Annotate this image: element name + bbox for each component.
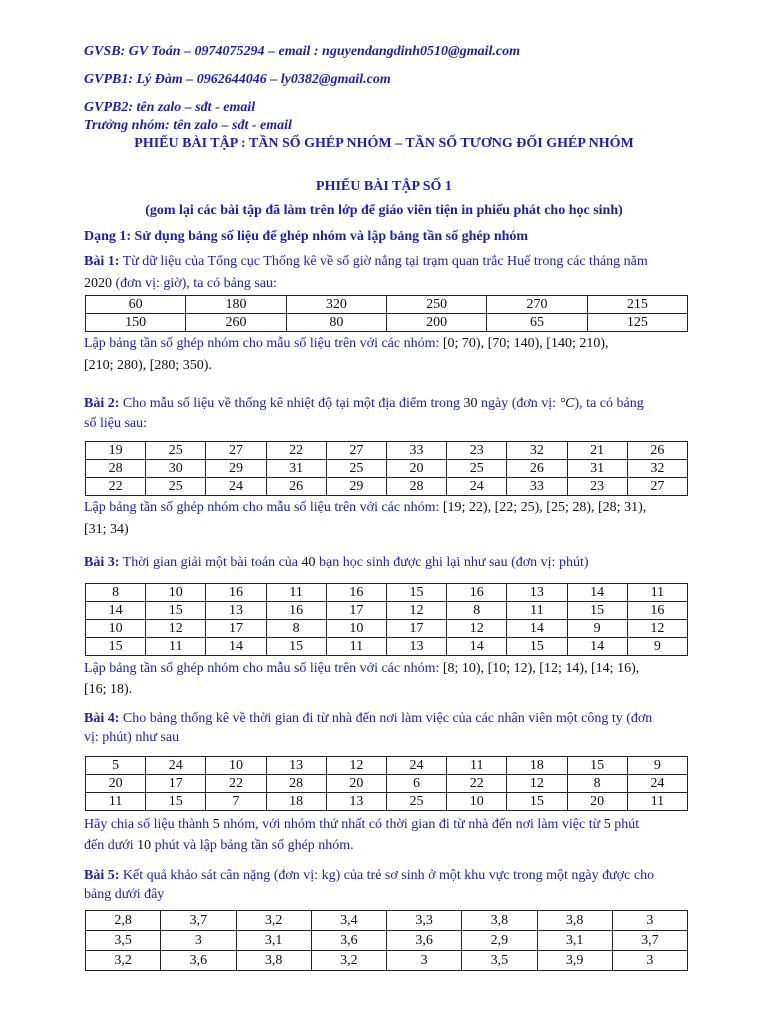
table-cell: 24	[146, 757, 206, 775]
table-cell: 7	[206, 793, 266, 811]
table-cell: 20	[386, 460, 446, 478]
table-cell: 12	[627, 620, 687, 638]
bai4-task	[84, 815, 724, 835]
table-cell: 15	[86, 638, 146, 656]
table-cell: 19	[86, 442, 146, 460]
table-cell: 3	[612, 951, 687, 971]
bai4-k: 5	[212, 817, 220, 832]
table-cell: 14	[567, 638, 627, 656]
table-cell: 32	[627, 460, 687, 478]
table-row	[86, 757, 688, 775]
bai1-table	[85, 295, 688, 332]
bai2-days: 30	[463, 396, 478, 411]
table-cell: 3,1	[236, 931, 311, 951]
sheet-title: PHIẾU BÀI TẬP SỐ 1	[316, 179, 452, 194]
bai2-groups-line2	[84, 520, 724, 540]
bai1-groups-a: [0; 70), [70; 140), [140; 210),	[442, 336, 609, 351]
bai2-table	[85, 441, 688, 496]
table-cell: 3,2	[86, 951, 161, 971]
bai4-task-line2	[84, 836, 724, 856]
table-cell: 2,9	[462, 931, 537, 951]
table-cell: 11	[266, 584, 326, 602]
table-cell: 22	[206, 775, 266, 793]
bai4-text-a: Cho bảng thống kê về thời gian đi từ nhà đến nơi làm việc của các nhân viên một công ty (đơn	[122, 711, 653, 726]
table-cell: 15	[386, 584, 446, 602]
bai1-year: 2020	[84, 276, 112, 291]
table-row	[86, 296, 688, 314]
table-cell: 20	[567, 793, 627, 811]
bai3-text-b: bạn học sinh được ghi lại như sau (đơn vị: phút)	[319, 555, 589, 570]
table-cell: 26	[266, 478, 326, 496]
table-cell: 3,5	[462, 951, 537, 971]
bai5-text-line2: bảng dưới đây	[84, 887, 165, 902]
bai2-unit: °C	[559, 396, 575, 411]
table-cell: 8	[447, 602, 507, 620]
table-cell: 18	[507, 757, 567, 775]
table-cell: 80	[286, 314, 386, 332]
header-truong-nhom: Trưởng nhóm: tên zalo – sđt - email	[84, 118, 292, 133]
table-cell: 3,8	[236, 951, 311, 971]
table-cell: 14	[447, 638, 507, 656]
header-gvpb2: GVPB2: tên zalo – sđt - email	[84, 100, 256, 115]
bai4-task-a: Hãy chia số liệu thành	[84, 817, 210, 832]
table-cell: 30	[146, 460, 206, 478]
bai1-text-line2	[84, 274, 724, 294]
table-cell: 3,9	[537, 951, 612, 971]
bai3-groups-a: [8; 10), [10; 12), [12; 14), [14; 16),	[442, 661, 640, 676]
table-cell: 10	[447, 793, 507, 811]
table-cell: 18	[266, 793, 326, 811]
table-cell: 14	[567, 584, 627, 602]
sheet-note: (gom lại các bài tập đã làm trên lớp để giáo viên tiện in phiếu phát cho học sinh)	[145, 203, 623, 218]
table-cell: 12	[326, 757, 386, 775]
table-cell: 9	[567, 620, 627, 638]
table-cell: 8	[567, 775, 627, 793]
table-cell: 250	[386, 296, 486, 314]
bai3-task-text: Lập bảng tần số ghép nhóm cho mẫu số liệu trên với các nhóm:	[84, 661, 440, 676]
table-cell: 12	[447, 620, 507, 638]
table-row	[86, 602, 688, 620]
bai1-label: Bài 1:	[84, 254, 120, 269]
table-cell: 31	[266, 460, 326, 478]
table-cell: 270	[487, 296, 587, 314]
table-cell: 23	[447, 442, 507, 460]
table-cell: 22	[447, 775, 507, 793]
page-title: PHIẾU BÀI TẬP : TẦN SỐ GHÉP NHÓM – TẦN SỐ TƯƠNG ĐỐI GHÉP NHÓM	[134, 136, 634, 151]
table-cell: 13	[206, 602, 266, 620]
table-cell: 11	[86, 793, 146, 811]
bai4-from: 5	[603, 817, 611, 832]
table-cell: 25	[326, 460, 386, 478]
bai1-text-b: (đơn vị: giờ), ta có bảng sau:	[115, 276, 277, 291]
table-cell: 25	[146, 442, 206, 460]
bai4-text	[84, 709, 724, 729]
bai4-to: 10	[137, 838, 152, 853]
table-cell: 200	[386, 314, 486, 332]
table-cell: 15	[567, 757, 627, 775]
bai3-task	[84, 659, 724, 679]
bai1-text	[84, 252, 724, 272]
table-cell: 26	[627, 442, 687, 460]
table-cell: 3,7	[612, 931, 687, 951]
bai3-label: Bài 3:	[84, 555, 120, 570]
table-cell: 23	[567, 478, 627, 496]
table-cell: 3,6	[311, 931, 386, 951]
table-cell: 16	[206, 584, 266, 602]
bai3-table	[85, 583, 688, 656]
bai2-groups-b: [31; 34)	[84, 522, 129, 537]
table-cell: 11	[326, 638, 386, 656]
bai2-text-b: ngày (đơn vị:	[481, 396, 557, 411]
table-cell: 3,7	[161, 911, 236, 931]
table-cell: 24	[447, 478, 507, 496]
bai4-task-e: phút và lập bảng tần số ghép nhóm.	[154, 838, 354, 853]
table-row	[86, 911, 688, 931]
bai2-text-c: ), ta có bảng	[574, 396, 644, 411]
table-cell: 320	[286, 296, 386, 314]
table-cell: 10	[146, 584, 206, 602]
bai2-text-a: Cho mẫu số liệu về thống kê nhiệt độ tại một địa điểm trong	[122, 396, 461, 411]
bai4-table	[85, 756, 688, 811]
table-cell: 16	[326, 584, 386, 602]
table-cell: 6	[386, 775, 446, 793]
table-cell: 9	[627, 638, 687, 656]
table-cell: 3,6	[161, 951, 236, 971]
table-cell: 22	[266, 442, 326, 460]
table-cell: 12	[146, 620, 206, 638]
table-cell: 28	[386, 478, 446, 496]
bai1-groups-line2	[84, 356, 724, 376]
table-cell: 14	[507, 620, 567, 638]
table-cell: 26	[507, 460, 567, 478]
table-row	[86, 775, 688, 793]
table-cell: 3	[612, 911, 687, 931]
table-cell: 12	[386, 602, 446, 620]
table-cell: 16	[627, 602, 687, 620]
bai2-text-line2: số liệu sau:	[84, 416, 147, 431]
table-cell: 15	[567, 602, 627, 620]
table-cell: 17	[206, 620, 266, 638]
table-cell: 215	[587, 296, 687, 314]
bai5-table	[85, 910, 688, 971]
table-cell: 11	[146, 638, 206, 656]
table-cell: 33	[386, 442, 446, 460]
table-cell: 24	[206, 478, 266, 496]
bai4-task-d: đến dưới	[84, 838, 134, 853]
table-row	[86, 951, 688, 971]
table-row	[86, 442, 688, 460]
header-gvsb: GVSB: GV Toán – 0974075294 – email : nguyendangdinh0510@gmail.com	[84, 44, 520, 59]
table-cell: 11	[447, 757, 507, 775]
header-gvpb1: GVPB1: Lý Đàm – 0962644046 – ly0382@gmail.com	[84, 72, 391, 87]
table-cell: 15	[507, 793, 567, 811]
table-cell: 16	[266, 602, 326, 620]
table-cell: 16	[447, 584, 507, 602]
table-cell: 27	[627, 478, 687, 496]
bai3-text-a: Thời gian giải một bài toán của	[122, 555, 298, 570]
table-cell: 180	[186, 296, 286, 314]
bai3-groups-b: [16; 18).	[84, 682, 133, 697]
table-cell: 32	[507, 442, 567, 460]
table-cell: 3,1	[537, 931, 612, 951]
table-cell: 29	[206, 460, 266, 478]
table-cell: 11	[627, 793, 687, 811]
table-cell: 14	[86, 602, 146, 620]
bai3-n: 40	[301, 555, 316, 570]
table-cell: 10	[86, 620, 146, 638]
table-cell: 2,8	[86, 911, 161, 931]
bai2-text	[84, 394, 724, 414]
table-cell: 27	[206, 442, 266, 460]
table-cell: 24	[627, 775, 687, 793]
table-cell: 3,4	[311, 911, 386, 931]
table-row	[86, 931, 688, 951]
table-cell: 21	[567, 442, 627, 460]
bai1-groups-b: [210; 280), [280; 350).	[84, 358, 212, 373]
bai1-task	[84, 334, 724, 354]
table-cell: 150	[86, 314, 186, 332]
table-cell: 13	[507, 584, 567, 602]
table-cell: 65	[487, 314, 587, 332]
table-cell: 3	[161, 931, 236, 951]
table-row	[86, 584, 688, 602]
table-cell: 15	[146, 602, 206, 620]
table-cell: 28	[266, 775, 326, 793]
table-cell: 125	[587, 314, 687, 332]
table-cell: 10	[206, 757, 266, 775]
table-row	[86, 638, 688, 656]
table-cell: 15	[507, 638, 567, 656]
table-cell: 13	[266, 757, 326, 775]
table-row	[86, 793, 688, 811]
table-cell: 3,8	[462, 911, 537, 931]
table-cell: 15	[266, 638, 326, 656]
bai4-task-b: nhóm, với nhóm thứ nhất có thời gian đi từ nhà đến nơi làm việc từ	[223, 817, 601, 832]
table-cell: 13	[386, 638, 446, 656]
table-cell: 13	[326, 793, 386, 811]
table-cell: 20	[326, 775, 386, 793]
table-cell: 25	[146, 478, 206, 496]
table-cell: 31	[567, 460, 627, 478]
bai5-label: Bài 5:	[84, 868, 120, 883]
table-cell: 3,6	[387, 931, 462, 951]
table-row	[86, 314, 688, 332]
table-cell: 25	[447, 460, 507, 478]
bai3-text	[84, 553, 724, 573]
bai4-label: Bài 4:	[84, 711, 120, 726]
table-cell: 15	[146, 793, 206, 811]
table-cell: 20	[86, 775, 146, 793]
table-row	[86, 460, 688, 478]
bai4-task-c: phút	[614, 817, 640, 832]
table-cell: 17	[146, 775, 206, 793]
table-cell: 14	[206, 638, 266, 656]
table-cell: 29	[326, 478, 386, 496]
table-cell: 27	[326, 442, 386, 460]
table-cell: 8	[266, 620, 326, 638]
bai2-task	[84, 498, 724, 518]
table-cell: 10	[326, 620, 386, 638]
table-cell: 17	[386, 620, 446, 638]
table-cell: 3,3	[387, 911, 462, 931]
table-cell: 11	[627, 584, 687, 602]
table-cell: 12	[507, 775, 567, 793]
table-cell: 11	[507, 602, 567, 620]
table-cell: 8	[86, 584, 146, 602]
table-cell: 5	[86, 757, 146, 775]
bai2-task-text: Lập bảng tần số ghép nhóm cho mẫu số liệu trên với các nhóm:	[84, 500, 440, 515]
table-cell: 25	[386, 793, 446, 811]
table-cell: 3,5	[86, 931, 161, 951]
section-dang1: Dạng 1: Sử dụng bảng số liệu để ghép nhóm và lập bảng tần số ghép nhóm	[84, 229, 529, 244]
bai1-text-a: Từ dữ liệu của Tổng cục Thống kê về số giờ nắng tại trạm quan trắc Huế trong các tháng năm	[122, 254, 648, 269]
table-cell: 28	[86, 460, 146, 478]
table-cell: 9	[627, 757, 687, 775]
bai1-task-text: Lập bảng tần số ghép nhóm cho mẫu số liệu trên với các nhóm:	[84, 336, 440, 351]
table-cell: 3	[387, 951, 462, 971]
table-cell: 3,8	[537, 911, 612, 931]
table-cell: 17	[326, 602, 386, 620]
table-row	[86, 478, 688, 496]
bai3-groups-line2	[84, 680, 724, 700]
table-row	[86, 620, 688, 638]
bai2-groups-a: [19; 22), [22; 25), [25; 28), [28; 31),	[442, 500, 647, 515]
table-cell: 22	[86, 478, 146, 496]
table-cell: 24	[386, 757, 446, 775]
bai4-text-line2: vị: phút) như sau	[84, 730, 180, 745]
table-cell: 3,2	[236, 911, 311, 931]
bai2-label: Bài 2:	[84, 396, 120, 411]
bai5-text-a: Kết quả khảo sát cân nặng (đơn vị: kg) của trẻ sơ sinh ở một khu vực trong một ngày được cho	[122, 868, 655, 883]
table-cell: 260	[186, 314, 286, 332]
bai5-text	[84, 866, 724, 886]
table-cell: 60	[86, 296, 186, 314]
table-cell: 3,2	[311, 951, 386, 971]
table-cell: 33	[507, 478, 567, 496]
